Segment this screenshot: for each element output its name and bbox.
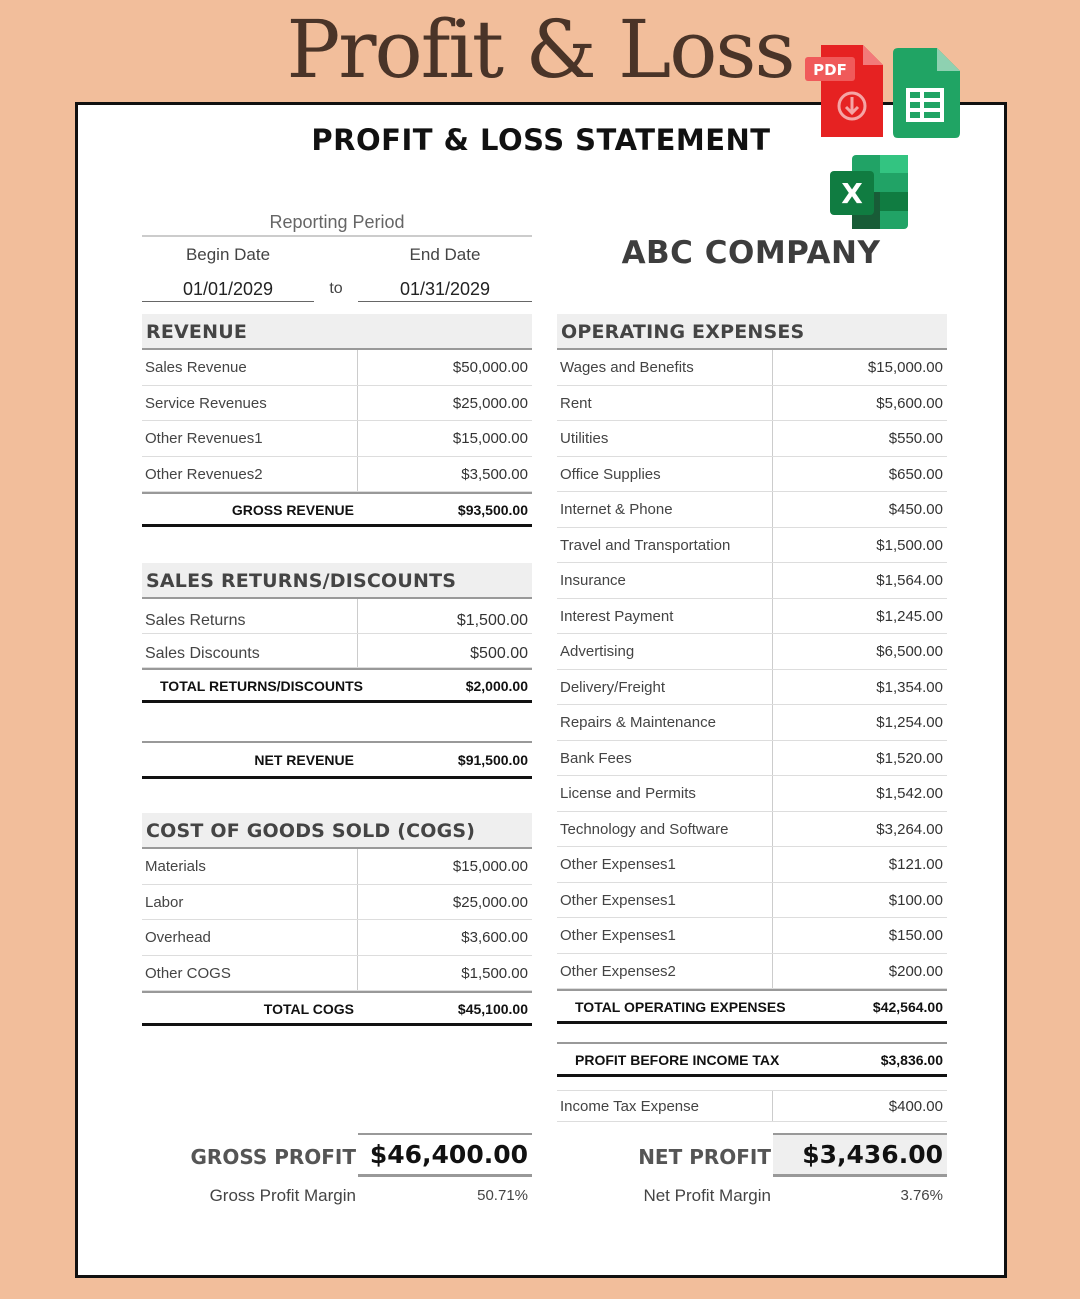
opex-rows bbox=[557, 350, 947, 989]
table-row bbox=[142, 457, 532, 493]
table-row bbox=[142, 350, 532, 386]
row-value[interactable]: $6,500.00 bbox=[876, 643, 943, 660]
row-value[interactable]: $1,500.00 bbox=[876, 536, 943, 554]
total-opex-row bbox=[557, 989, 947, 1024]
table-row bbox=[142, 421, 532, 457]
row-label: Other Expenses1 bbox=[557, 847, 773, 882]
row-value[interactable]: $550.00 bbox=[888, 430, 943, 447]
row-value[interactable]: $1,564.00 bbox=[876, 572, 943, 589]
row-label: Other Expenses1 bbox=[557, 918, 773, 953]
table-row bbox=[142, 849, 532, 885]
row-label: Interest Payment bbox=[557, 599, 773, 634]
table-row bbox=[142, 956, 532, 992]
net-revenue-label: NET REVENUE bbox=[254, 752, 354, 768]
begin-date-label: Begin Date bbox=[185, 245, 271, 264]
table-row bbox=[557, 954, 947, 990]
table-row bbox=[557, 421, 947, 457]
table-row bbox=[557, 386, 947, 422]
row-value[interactable]: $500.00 bbox=[470, 645, 528, 662]
row-label: Travel and Transportation bbox=[557, 528, 773, 563]
income-tax-row bbox=[557, 1091, 947, 1122]
row-label: Sales Revenue bbox=[142, 350, 358, 385]
total-returns-label: TOTAL RETURNS/DISCOUNTS bbox=[160, 678, 364, 694]
end-date-field[interactable]: 01/31/2029 bbox=[399, 279, 491, 299]
returns-section bbox=[142, 563, 532, 703]
returns-heading: SALES RETURNS/DISCOUNTS bbox=[142, 563, 532, 599]
gross-revenue-row bbox=[142, 492, 532, 527]
row-value[interactable]: $1,500.00 bbox=[456, 612, 528, 629]
reporting-period-label: Reporting Period bbox=[269, 212, 405, 232]
cogs-section bbox=[142, 813, 532, 1026]
row-value[interactable]: $200.00 bbox=[888, 962, 943, 980]
table-row bbox=[557, 776, 947, 812]
table-row bbox=[142, 920, 532, 956]
row-value[interactable]: $650.00 bbox=[888, 465, 943, 483]
row-value[interactable]: $3,600.00 bbox=[461, 929, 528, 946]
company-name: ABC COMPANY bbox=[621, 235, 881, 271]
income-tax-label: Income Tax Expense bbox=[557, 1091, 773, 1121]
pdf-label: PDF bbox=[813, 61, 847, 79]
row-label: Sales Returns bbox=[142, 599, 358, 633]
gross-profit-margin-label: Gross Profit Margin bbox=[209, 1186, 356, 1205]
excel-letter: X bbox=[841, 177, 863, 210]
row-label: Rent bbox=[557, 386, 773, 421]
table-row bbox=[557, 528, 947, 564]
row-value[interactable]: $1,500.00 bbox=[461, 964, 528, 982]
document-title: PROFIT & LOSS STATEMENT bbox=[311, 123, 771, 157]
table-row bbox=[557, 705, 947, 741]
table-row bbox=[142, 634, 532, 668]
row-label: Insurance bbox=[557, 563, 773, 598]
profit-before-tax-value: $3,836.00 bbox=[880, 1052, 943, 1068]
net-profit-margin-value: 3.76% bbox=[900, 1187, 943, 1204]
row-value[interactable]: $15,000.00 bbox=[452, 430, 528, 447]
row-value[interactable]: $5,600.00 bbox=[876, 394, 943, 412]
table-row bbox=[557, 670, 947, 706]
row-label: Advertising bbox=[557, 634, 773, 669]
table-row bbox=[557, 812, 947, 848]
net-profit-margin-label: Net Profit Margin bbox=[643, 1186, 771, 1205]
net-revenue-value: $91,500.00 bbox=[457, 752, 528, 768]
total-cogs-label: TOTAL COGS bbox=[263, 1001, 354, 1017]
row-value[interactable]: $15,000.00 bbox=[867, 359, 943, 376]
period-to-label: to bbox=[329, 280, 343, 297]
table-row bbox=[557, 457, 947, 493]
profit-before-tax-label: PROFIT BEFORE INCOME TAX bbox=[575, 1052, 780, 1068]
row-label: Office Supplies bbox=[557, 457, 773, 492]
table-row bbox=[557, 599, 947, 635]
row-value[interactable]: $25,000.00 bbox=[452, 893, 528, 911]
row-value[interactable]: $1,354.00 bbox=[876, 678, 943, 696]
opex-heading: OPERATING EXPENSES bbox=[557, 314, 947, 350]
gross-profit-label: GROSS PROFIT bbox=[190, 1145, 356, 1169]
gross-profit-box bbox=[358, 1133, 532, 1177]
row-value[interactable]: $50,000.00 bbox=[452, 359, 528, 376]
row-label: Other Expenses2 bbox=[557, 954, 773, 989]
table-row bbox=[557, 847, 947, 883]
row-value[interactable]: $100.00 bbox=[888, 891, 943, 909]
table-row bbox=[557, 883, 947, 919]
profit-before-tax-section bbox=[557, 1042, 947, 1077]
row-label: Wages and Benefits bbox=[557, 350, 773, 385]
total-returns-value: $2,000.00 bbox=[465, 678, 528, 694]
net-revenue-row bbox=[142, 741, 532, 779]
total-opex-label: TOTAL OPERATING EXPENSES bbox=[575, 999, 786, 1015]
row-label: Materials bbox=[142, 849, 358, 884]
opex-section bbox=[557, 314, 947, 1024]
row-value[interactable]: $1,254.00 bbox=[876, 714, 943, 731]
row-label: License and Permits bbox=[557, 776, 773, 811]
table-row bbox=[142, 599, 532, 634]
row-label: Other Revenues2 bbox=[142, 457, 358, 492]
row-value[interactable]: $3,500.00 bbox=[461, 465, 528, 483]
table-row bbox=[557, 634, 947, 670]
total-cogs-value: $45,100.00 bbox=[457, 1001, 528, 1017]
row-value[interactable]: $1,520.00 bbox=[876, 749, 943, 767]
income-tax-value[interactable]: $400.00 bbox=[888, 1098, 943, 1115]
row-value[interactable]: $3,264.00 bbox=[876, 820, 943, 838]
table-row bbox=[557, 492, 947, 528]
revenue-section bbox=[142, 314, 532, 527]
table-row bbox=[557, 741, 947, 777]
row-value[interactable]: $1,542.00 bbox=[876, 785, 943, 802]
begin-date-underline bbox=[142, 301, 314, 302]
row-label: Other COGS bbox=[142, 956, 358, 991]
period-divider bbox=[142, 235, 532, 237]
row-label: Service Revenues bbox=[142, 386, 358, 421]
row-value[interactable]: $1,245.00 bbox=[876, 607, 943, 625]
row-label: Other Expenses1 bbox=[557, 883, 773, 918]
banner-title: Profit & Loss bbox=[286, 3, 794, 96]
gross-profit-value: $46,400.00 bbox=[369, 1140, 528, 1169]
excel-icon bbox=[830, 155, 912, 229]
row-label: Technology and Software bbox=[557, 812, 773, 847]
net-profit-value: $3,436.00 bbox=[802, 1140, 943, 1169]
total-returns-row bbox=[142, 668, 532, 703]
row-label: Other Revenues1 bbox=[142, 421, 358, 456]
revenue-heading: REVENUE bbox=[142, 314, 532, 350]
end-date-underline bbox=[358, 301, 532, 302]
profit-before-tax-row bbox=[557, 1042, 947, 1077]
row-value[interactable]: $450.00 bbox=[888, 501, 943, 518]
row-value[interactable]: $25,000.00 bbox=[452, 394, 528, 412]
row-label: Utilities bbox=[557, 421, 773, 456]
table-row bbox=[557, 918, 947, 954]
table-row bbox=[142, 386, 532, 422]
table-row bbox=[142, 885, 532, 921]
row-label: Repairs & Maintenance bbox=[557, 705, 773, 740]
total-opex-value: $42,564.00 bbox=[872, 999, 943, 1015]
row-label: Overhead bbox=[142, 920, 358, 955]
row-label: Bank Fees bbox=[557, 741, 773, 776]
table-row bbox=[557, 563, 947, 599]
gross-revenue-value: $93,500.00 bbox=[457, 502, 528, 518]
net-revenue-section bbox=[142, 741, 532, 779]
statement-sheet bbox=[75, 61, 1007, 1278]
gross-revenue-label: GROSS REVENUE bbox=[231, 502, 354, 518]
row-value[interactable]: $150.00 bbox=[888, 927, 943, 944]
net-profit-box bbox=[773, 1133, 947, 1177]
begin-date-field[interactable]: 01/01/2029 bbox=[182, 279, 274, 299]
gross-profit-margin-value: 50.71% bbox=[477, 1187, 528, 1204]
cogs-heading: COST OF GOODS SOLD (COGS) bbox=[142, 813, 532, 849]
row-label: Sales Discounts bbox=[142, 634, 358, 667]
net-profit-label: NET PROFIT bbox=[638, 1145, 771, 1169]
income-tax-section bbox=[557, 1090, 947, 1122]
row-value[interactable]: $121.00 bbox=[888, 856, 943, 873]
end-date-label: End Date bbox=[409, 245, 481, 264]
table-row bbox=[557, 350, 947, 386]
total-cogs-row bbox=[142, 991, 532, 1026]
row-label: Delivery/Freight bbox=[557, 670, 773, 705]
row-label: Labor bbox=[142, 885, 358, 920]
row-label: Internet & Phone bbox=[557, 492, 773, 527]
row-value[interactable]: $15,000.00 bbox=[452, 858, 528, 875]
